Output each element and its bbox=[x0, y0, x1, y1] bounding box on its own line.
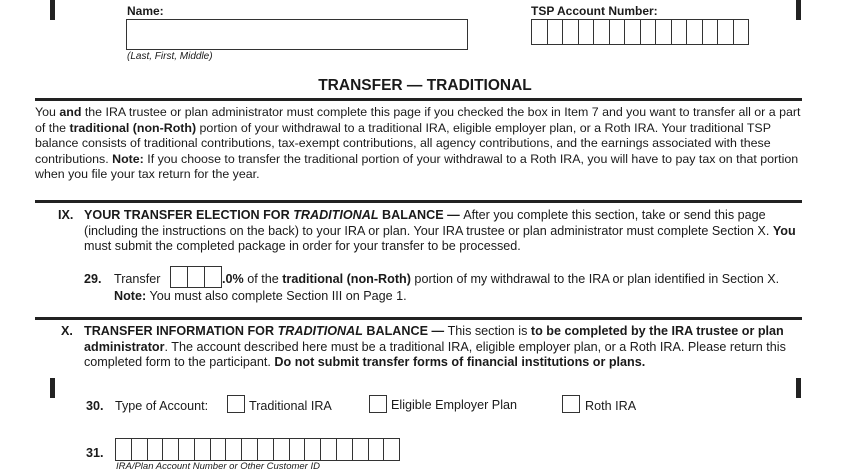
item-31-number: 31. bbox=[86, 446, 104, 460]
name-hint: (Last, First, Middle) bbox=[127, 51, 213, 62]
ira-plan-account-number-input[interactable] bbox=[115, 438, 400, 461]
roth-ira-checkbox[interactable] bbox=[562, 395, 580, 413]
section-x-rule bbox=[35, 317, 802, 320]
intro-paragraph: You and the IRA trustee or plan administrator must complete this page if you checked the box in Item 7 and you want to transfer all or a part of the traditional (non-Roth) portion of your withdrawal to a traditional IRA, eligible employer plan, or a Roth IRA. Your traditional TSP balance consists of traditional contributions, tax-exempt contributions, all agency contributions, and the earnings associated with these contributions. Note: If you choose to transfer the traditional portion of your withdrawal to a Roth IRA, you will have to pay tax on that portion when you file your tax return for the year. bbox=[35, 105, 801, 182]
page-title: TRANSFER — TRADITIONAL bbox=[318, 77, 532, 94]
tsp-account-number-input[interactable] bbox=[531, 19, 749, 45]
registration-mark-mid-right bbox=[796, 378, 801, 398]
title-rule bbox=[35, 98, 802, 101]
item-29-text: .0% of the traditional (non-Roth) portion of my withdrawal to the IRA or plan identified in Section X. bbox=[222, 272, 780, 286]
traditional-ira-checkbox[interactable] bbox=[227, 395, 245, 413]
name-input[interactable] bbox=[126, 19, 468, 50]
item-30-number: 30. bbox=[86, 399, 104, 413]
section-ix-number: IX. bbox=[58, 208, 74, 222]
tsp-account-label: TSP Account Number: bbox=[531, 4, 658, 18]
section-ix-text: YOUR TRANSFER ELECTION FOR TRADITIONAL BALANCE — After you complete this section, take or send this page (including the instructions on the back) to your IRA or plan. Your IRA trustee or plan administrator must complete Section X. You must submit the completed package in order for your transfer to be processed. bbox=[84, 208, 796, 254]
item-29-label: Transfer bbox=[114, 272, 161, 286]
roth-ira-label: Roth IRA bbox=[585, 399, 637, 413]
item-29-note: Note: You must also complete Section III on Page 1. bbox=[114, 289, 407, 303]
registration-mark-top-right bbox=[796, 0, 801, 20]
item-31-hint: IRA/Plan Account Number or Other Customer ID bbox=[116, 461, 320, 472]
section-x-text: TRANSFER INFORMATION FOR TRADITIONAL BALANCE — This section is to be completed by the IRA trustee or plan administrator. The account described here must be a traditional IRA, eligible employer plan, or a Roth IRA. Please return this completed form to the participant. Do not submit transfer forms of financial institutions or plans. bbox=[84, 324, 786, 370]
registration-mark-mid-left bbox=[50, 378, 55, 398]
name-label: Name: bbox=[127, 4, 164, 18]
section-x-number: X. bbox=[61, 324, 73, 338]
registration-mark-top-left bbox=[50, 0, 55, 20]
item-29-number: 29. bbox=[84, 272, 102, 286]
item-30-label: Type of Account: bbox=[115, 399, 209, 413]
eligible-employer-plan-checkbox[interactable] bbox=[369, 395, 387, 413]
section-ix-rule bbox=[35, 200, 802, 203]
transfer-percent-input[interactable] bbox=[170, 266, 222, 288]
traditional-ira-label: Traditional IRA bbox=[249, 399, 332, 413]
eligible-employer-plan-label: Eligible Employer Plan bbox=[391, 398, 517, 412]
